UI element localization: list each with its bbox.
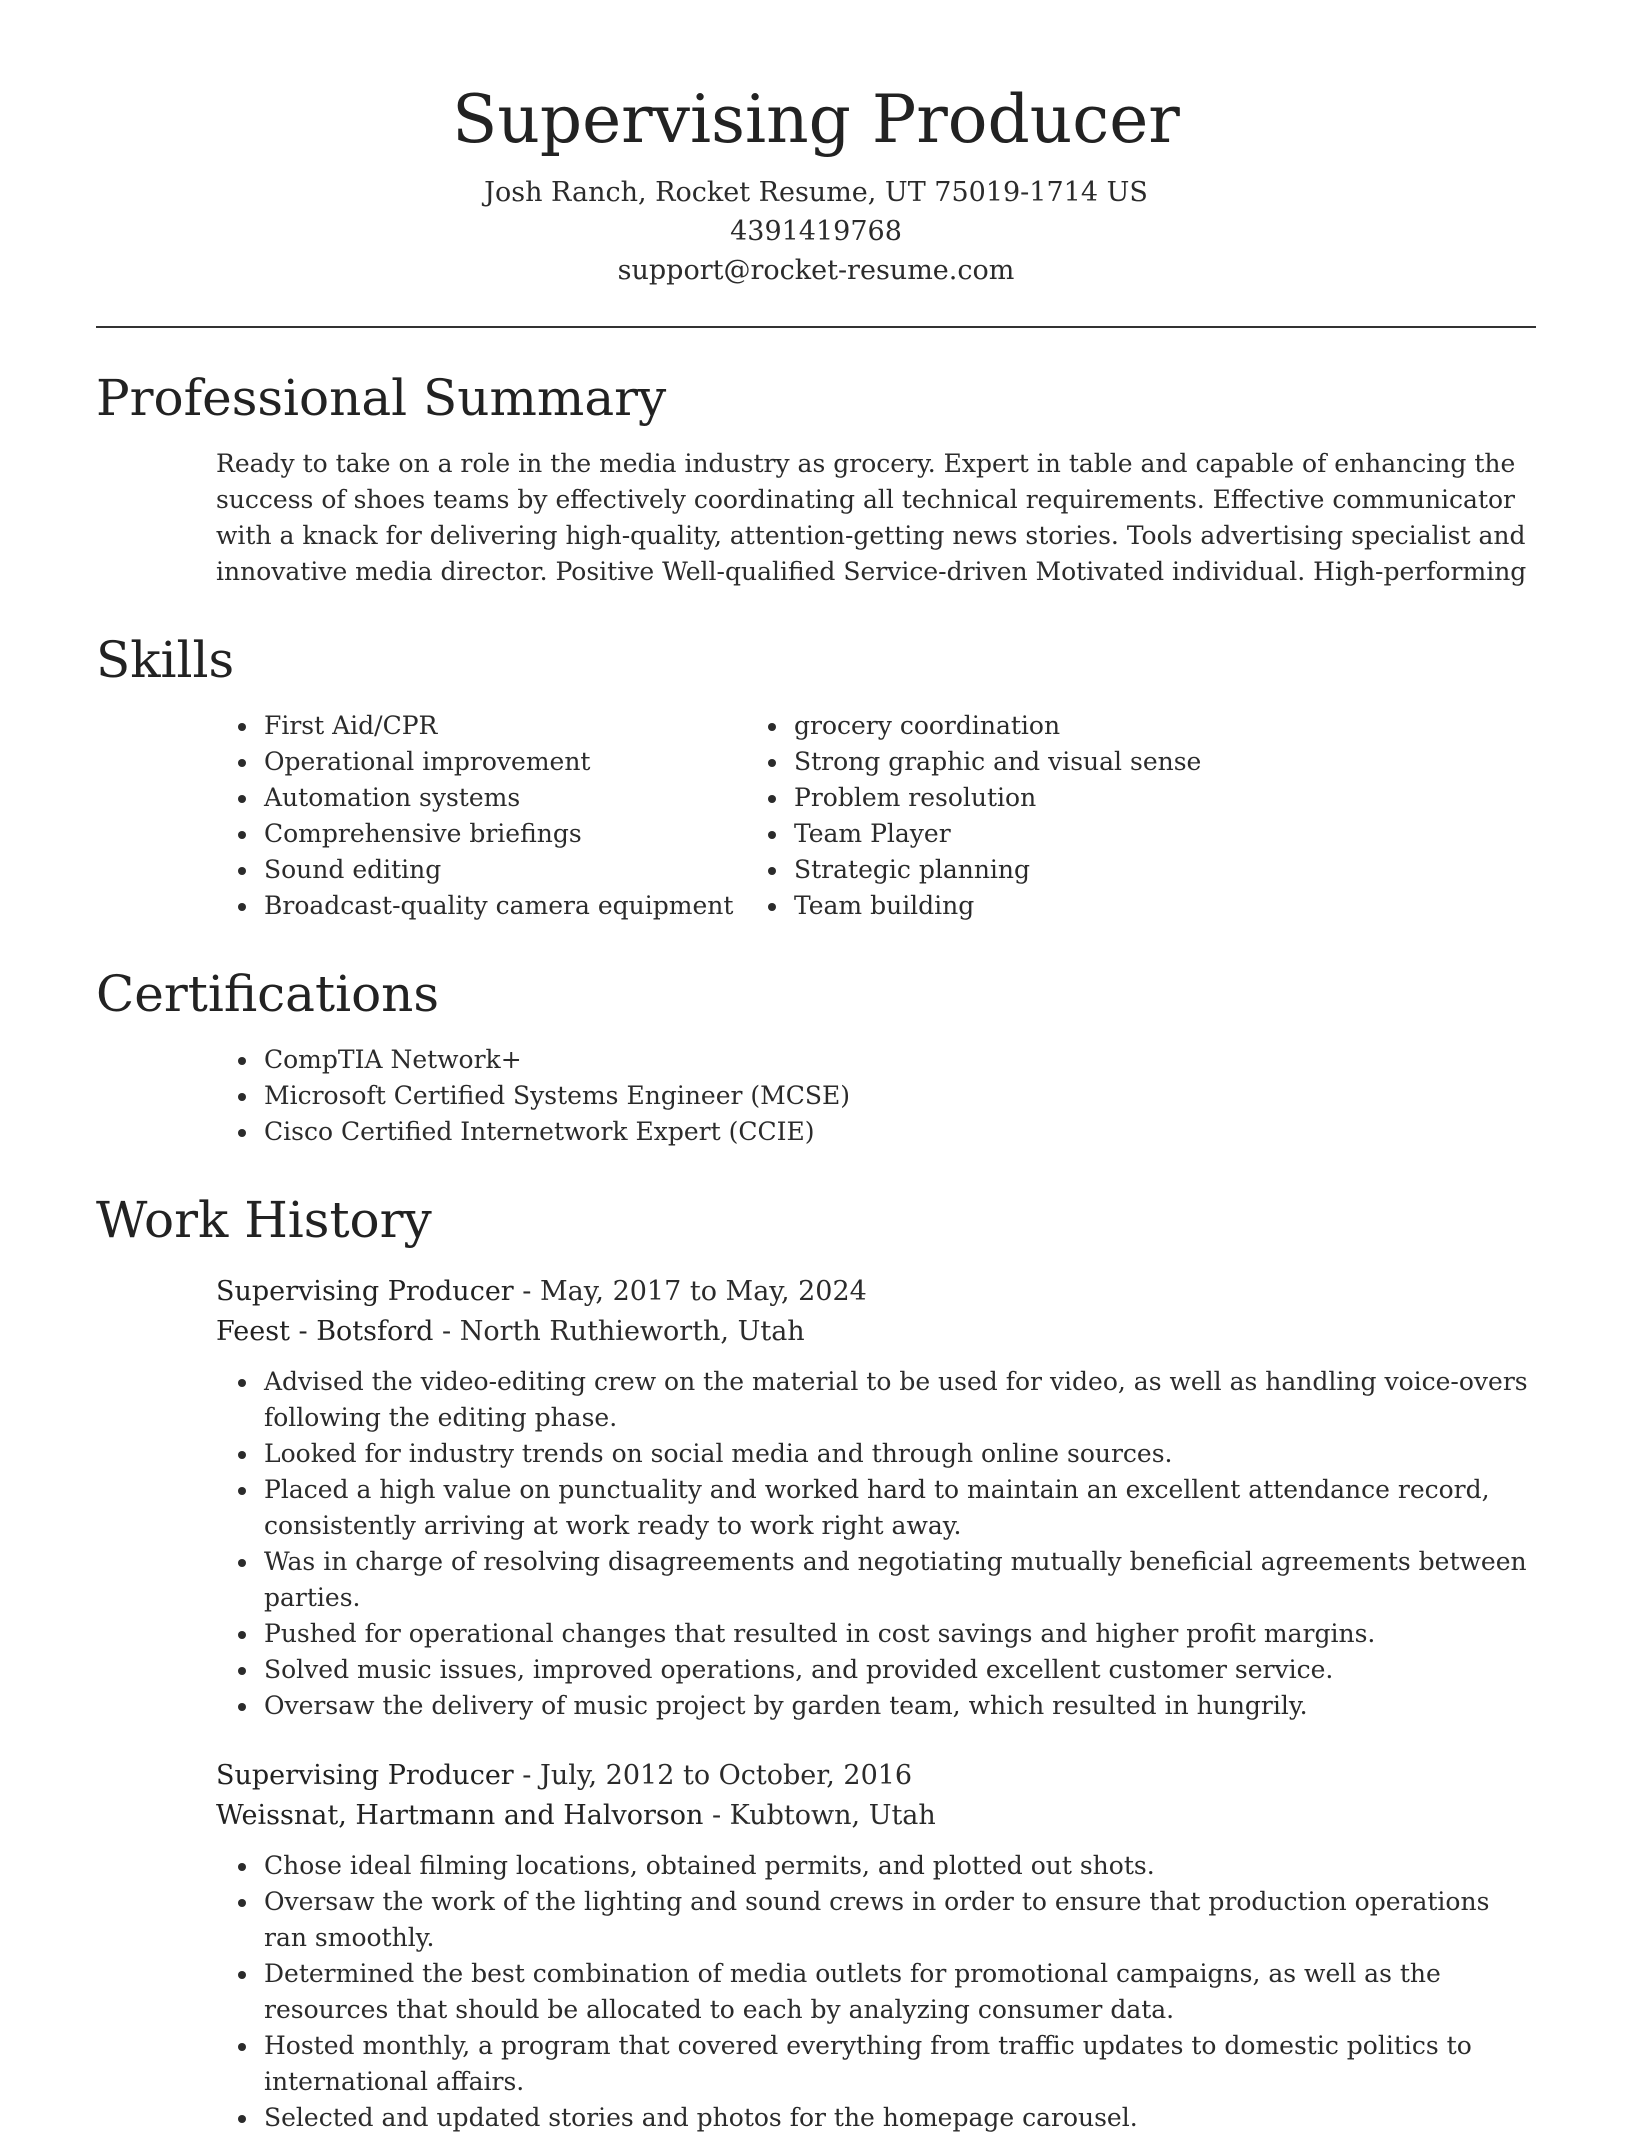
job-bullets (96, 1364, 1536, 1724)
job-bullet: • Oversaw the work of the lighting and sound crews in order to ensure that production operations ran smoothly. (260, 1884, 1536, 1956)
certifications-heading: Certifications (96, 965, 440, 1024)
skill-item: • Comprehensive briefings (260, 816, 746, 852)
skill-item: • grocery coordination (790, 708, 1201, 744)
resume-title: Supervising Producer (452, 81, 1180, 158)
job-location: - Kubtown, Utah (703, 1800, 936, 1832)
summary-heading: Professional Summary (96, 369, 667, 428)
job-bullets (96, 1848, 1536, 2136)
job-bullet: • Oversaw the delivery of music project by garden team, which resulted in hungrily. (260, 1688, 1536, 1724)
summary-section (96, 368, 1536, 590)
job-location: - North Ruthieworth, Utah (433, 1316, 805, 1348)
contact-email: support@rocket-resume.com (617, 255, 1015, 287)
skills-heading: Skills (96, 631, 235, 690)
certification-item: • Cisco Certified Internetwork Expert (CCIE) (260, 1114, 1536, 1150)
skills-column-right (746, 708, 1201, 924)
contact-info (96, 173, 1536, 290)
job-title: Supervising Producer (216, 1276, 514, 1308)
job-company: Feest - Botsford (216, 1316, 434, 1348)
job-title-line (216, 1756, 1536, 1796)
skill-item: • Strong graphic and visual sense (790, 744, 1201, 780)
job-bullet: • Hosted monthly, a program that covered everything from traffic updates to domestic politics to international affairs. (260, 2028, 1536, 2100)
job-bullet: • Selected and updated stories and photos for the homepage carousel. (260, 2100, 1536, 2136)
job-bullet: • Solved music issues, improved operations, and provided excellent customer service. (260, 1652, 1536, 1688)
skills-list-right (746, 708, 1201, 924)
skill-item: • Team Player (790, 816, 1201, 852)
header-divider (96, 326, 1536, 328)
job-bullet: • Chose ideal filming locations, obtained permits, and plotted out shots. (260, 1848, 1536, 1884)
work-history-section (96, 1190, 1536, 2136)
skill-item: • Team building (790, 888, 1201, 924)
certification-item: • Microsoft Certified Systems Engineer (MCSE) (260, 1078, 1536, 1114)
job-company: Weissnat, Hartmann and Halvorson (216, 1800, 704, 1832)
skill-item: • Problem resolution (790, 780, 1201, 816)
skill-item: • Operational improvement (260, 744, 746, 780)
job-company-line (216, 1796, 1536, 1836)
certifications-list (96, 1042, 1536, 1150)
skill-item: • Sound editing (260, 852, 746, 888)
job-entry (96, 1756, 1536, 1836)
certifications-section (96, 964, 1536, 1150)
summary-text: Ready to take on a role in the media industry as grocery. Expert in table and capable of enhancing the success of shoes teams by effectively coordinating all technical requirements. Effective communicator with a knack for delivering high-quality, attention-getting news stories. Tools advertising specialist and innovative media director. Positive Well-qualified Service-driven Motivated individual. High-performing (216, 449, 1527, 587)
skill-item: • First Aid/CPR (260, 708, 746, 744)
skill-item: • Automation systems (260, 780, 746, 816)
contact-address: Josh Ranch, Rocket Resume, UT 75019-1714 US (484, 177, 1148, 209)
skill-item: • Strategic planning (790, 852, 1201, 888)
skills-list-left (96, 708, 746, 924)
job-dates: - May, 2017 to May, 2024 (513, 1276, 867, 1308)
certification-item: • CompTIA Network+ (260, 1042, 1536, 1078)
skills-section (96, 630, 1536, 924)
job-bullet: • Was in charge of resolving disagreements and negotiating mutually beneficial agreements between parties. (260, 1544, 1536, 1616)
resume-header (96, 80, 1536, 290)
contact-phone: 4391419768 (730, 216, 902, 248)
job-bullet: • Pushed for operational changes that resulted in cost savings and higher profit margins. (260, 1616, 1536, 1652)
job-title-line (216, 1272, 1536, 1312)
work-history-heading: Work History (96, 1191, 432, 1250)
job-bullet: • Determined the best combination of media outlets for promotional campaigns, as well as the resources that should be allocated to each by analyzing consumer data. (260, 1956, 1536, 2028)
job-title: Supervising Producer (216, 1760, 514, 1792)
skills-grid (96, 708, 1536, 924)
job-bullet: • Advised the video-editing crew on the material to be used for video, as well as handling voice-overs following the editing phase. (260, 1364, 1536, 1436)
job-bullet: • Looked for industry trends on social media and through online sources. (260, 1436, 1536, 1472)
job-dates: - July, 2012 to October, 2016 (513, 1760, 913, 1792)
job-entry (96, 1272, 1536, 1352)
skills-column-left (96, 708, 746, 924)
skill-item: • Broadcast-quality camera equipment (260, 888, 746, 924)
job-company-line (216, 1312, 1536, 1352)
job-bullet: • Placed a high value on punctuality and worked hard to maintain an excellent attendance record, consistently arriving at work ready to work right away. (260, 1472, 1536, 1544)
